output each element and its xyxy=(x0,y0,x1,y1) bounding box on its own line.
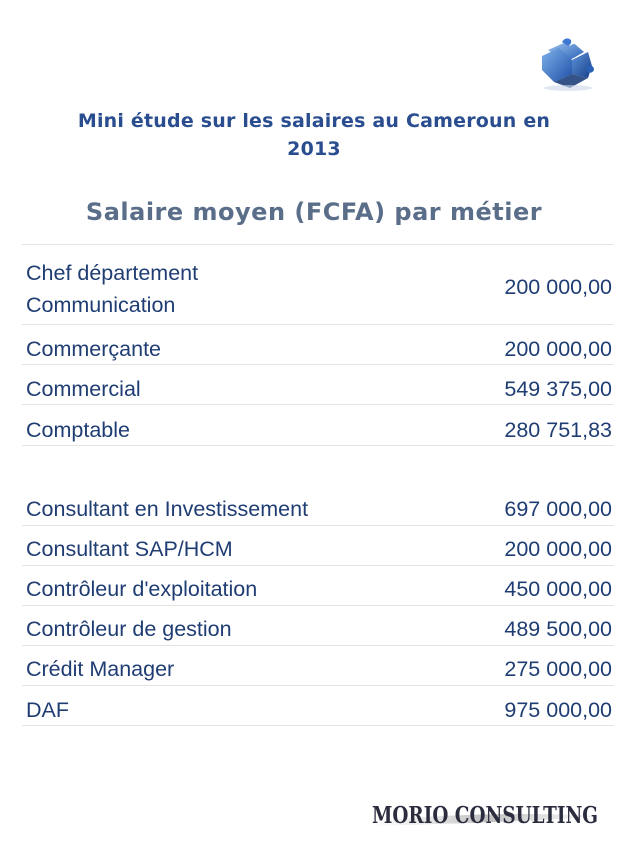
salary-value: 450 000,00 xyxy=(504,577,612,601)
divider xyxy=(22,525,614,526)
brand-name: MORIO CONSULTING xyxy=(372,802,598,829)
salary-value: 549 375,00 xyxy=(504,377,612,401)
page-title-line-1: Mini étude sur les salaires au Cameroun en xyxy=(77,110,551,132)
salary-value: 200 000,00 xyxy=(504,537,612,561)
morio-consulting-logo xyxy=(368,796,608,834)
salary-value: 200 000,00 xyxy=(504,275,612,299)
divider xyxy=(22,725,614,726)
page-title-line-2: 2013 xyxy=(287,138,341,160)
divider xyxy=(22,445,614,446)
job-title: Contrôleur d'exploitation xyxy=(26,577,258,601)
divider xyxy=(22,685,614,686)
job-title: Crédit Manager xyxy=(26,657,175,681)
divider xyxy=(22,324,614,325)
job-title: Commercial xyxy=(26,377,141,401)
page-title xyxy=(20,107,608,163)
job-title: Contrôleur de gestion xyxy=(26,617,232,641)
divider xyxy=(22,244,614,245)
divider xyxy=(22,364,614,365)
divider xyxy=(22,404,614,405)
job-title-line-2: Communication xyxy=(26,293,176,317)
salary-value: 200 000,00 xyxy=(504,337,612,361)
section-title: Salaire moyen (FCFA) par métier xyxy=(85,198,543,226)
job-title xyxy=(26,257,198,321)
salary-value: 489 500,00 xyxy=(504,617,612,641)
divider xyxy=(22,605,614,606)
divider xyxy=(22,565,614,566)
salary-value: 275 000,00 xyxy=(504,657,612,681)
salary-value: 697 000,00 xyxy=(504,497,612,521)
job-title: Commerçante xyxy=(26,337,162,361)
job-title-line-1: Chef département xyxy=(26,261,199,285)
job-title: Consultant SAP/HCM xyxy=(26,537,233,561)
table-row xyxy=(26,257,614,323)
job-title: DAF xyxy=(26,698,69,722)
salary-value: 280 751,83 xyxy=(504,418,612,442)
salary-value: 975 000,00 xyxy=(504,698,612,722)
job-title: Consultant en Investissement xyxy=(26,497,309,521)
job-title: Comptable xyxy=(26,418,130,442)
puzzle-pieces-icon xyxy=(536,30,600,92)
divider xyxy=(22,645,614,646)
